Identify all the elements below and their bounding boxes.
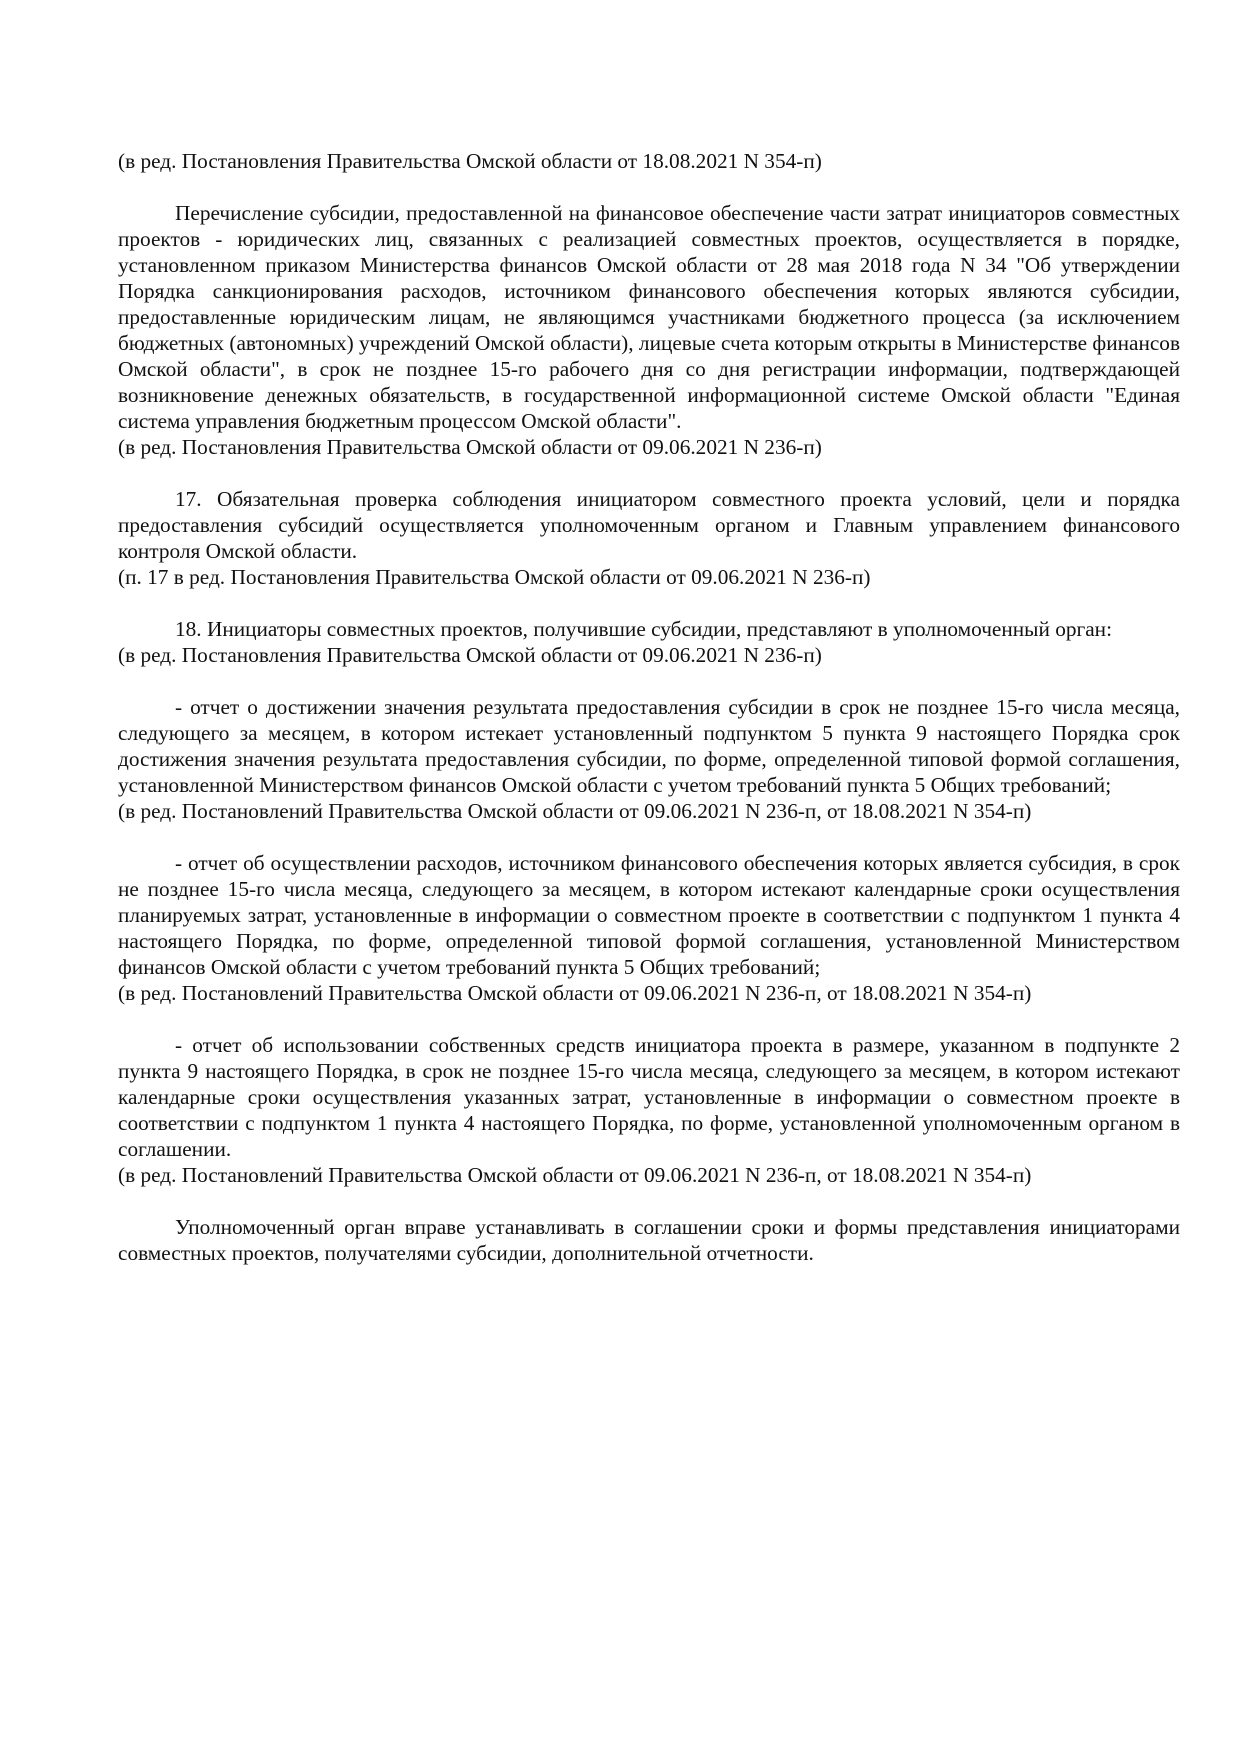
section-report-own-funds — [118, 1032, 1180, 1188]
amendment-citation: (в ред. Постановлений Правительства Омской области от 09.06.2021 N 236-п, от 18.08.2021 N 354-п) — [118, 1163, 1032, 1187]
paragraph-item-18: 18. Инициаторы совместных проектов, получившие субсидии, представляют в уполномоченный орган: — [175, 617, 1112, 641]
amendment-citation: (в ред. Постановления Правительства Омской области от 09.06.2021 N 236-п) — [118, 435, 822, 459]
paragraph-report-own-funds: - отчет об использовании собственных средств инициатора проекта в размере, указанном в подпункте 2 пункта 9 настоящего Порядка, в срок не позднее 15-го числа месяца, следующего за месяцем, в котором истекают календарные сроки осуществления указанных затрат, установленные в информации о совместном проекте в соответствии с подпунктом 1 пункта 4 настоящего Порядка, по форме, установленной уполномоченным органом в соглашении. — [118, 1033, 1180, 1161]
document-page — [118, 148, 1180, 1266]
amendment-citation: (п. 17 в ред. Постановления Правительства Омской области от 09.06.2021 N 236-п) — [118, 565, 871, 589]
section-subsidy-transfer — [118, 200, 1180, 460]
section-item-17 — [118, 486, 1180, 590]
section-report-result — [118, 694, 1180, 824]
amendment-citation-top: (в ред. Постановления Правительства Омской области от 18.08.2021 N 354-п) — [118, 149, 822, 173]
section-additional-reporting — [118, 1214, 1180, 1266]
paragraph-report-result: - отчет о достижении значения результата предоставления субсидии в срок не позднее 15-го числа месяца, следующего за месяцем, в котором истекает установленный подпунктом 5 пункта 9 настоящего Порядка срок достижения значения результата предоставления субсидии, по форме, определенной типовой формой соглашения, установленной Министерством финансов Омской области с учетом требований пункта 5 Общих требований; — [118, 695, 1180, 797]
section-report-expenses — [118, 850, 1180, 1006]
paragraph-report-expenses: - отчет об осуществлении расходов, источником финансового обеспечения которых является субсидия, в срок не позднее 15-го числа месяца, следующего за месяцем, в котором истекают календарные сроки осуществления планируемых затрат, установленные в информации о совместном проекте в соответствии с подпунктом 1 пункта 4 настоящего Порядка, по форме, определенной типовой формой соглашения, установленной Министерством финансов Омской области с учетом требований пункта 5 Общих требований; — [118, 851, 1180, 979]
paragraph-subsidy-transfer: Перечисление субсидии, предоставленной на финансовое обеспечение части затрат инициаторов совместных проектов - юридических лиц, связанных с реализацией совместных проектов, осуществляется в порядке, установленном приказом Министерства финансов Омской области от 28 мая 2018 года N 34 "Об утверждении Порядка санкционирования расходов, источником финансового обеспечения которых являются субсидии, предоставленные юридическим лицам, не являющимся участниками бюджетного процесса (за исключением бюджетных (автономных) учреждений Омской области), лицевые счета которым открыты в Министерстве финансов Омской области", в срок не позднее 15-го рабочего дня со дня регистрации информации, подтверждающей возникновение денежных обязательств, в государственной информационной системе Омской области "Единая система управления бюджетным процессом Омской области". — [118, 201, 1180, 433]
section-item-18 — [118, 616, 1180, 668]
amendment-citation: (в ред. Постановления Правительства Омской области от 09.06.2021 N 236-п) — [118, 643, 822, 667]
paragraph-item-17: 17. Обязательная проверка соблюдения инициатором совместного проекта условий, цели и порядка предоставления субсидий осуществляется уполномоченным органом и Главным управлением финансового контроля Омской области. — [118, 487, 1180, 563]
amendment-citation: (в ред. Постановлений Правительства Омской области от 09.06.2021 N 236-п, от 18.08.2021 N 354-п) — [118, 981, 1032, 1005]
amendment-citation: (в ред. Постановлений Правительства Омской области от 09.06.2021 N 236-п, от 18.08.2021 N 354-п) — [118, 799, 1032, 823]
paragraph-additional-reporting: Уполномоченный орган вправе устанавливать в соглашении сроки и формы представления инициаторами совместных проектов, получателями субсидии, дополнительной отчетности. — [118, 1215, 1180, 1265]
